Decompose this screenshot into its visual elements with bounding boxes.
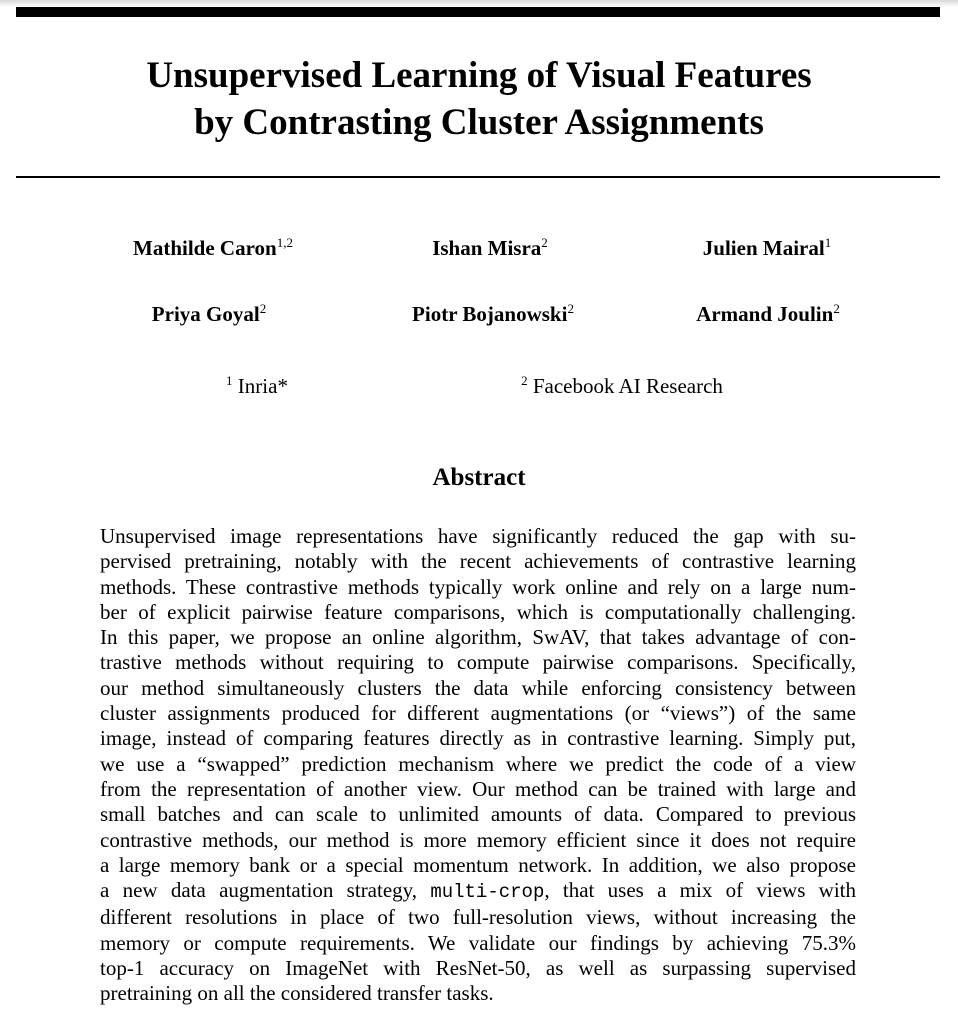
abstract-line: we use a “swapped” prediction mechanism where we predict the code of a view (100, 751, 856, 776)
abstract-line-tail: , that uses a mix of views with (544, 878, 856, 903)
abstract-line: a large memory bank or a special momentum network. In addition, we also propose (100, 852, 856, 877)
author-affil-mark: 1,2 (276, 235, 293, 250)
affiliation-1 (226, 374, 288, 399)
title-bottom-rule (16, 176, 940, 178)
author-name: Ishan Misra (432, 236, 542, 260)
author-3 (703, 236, 831, 261)
abstract-line: top-1 accuracy on ImageNet with ResNet-50, as well as surpassing supervised (100, 956, 856, 981)
author-affil-mark: 2 (833, 301, 840, 316)
abstract-line: In this paper, we propose an online algorithm, SwAV, that takes advantage of con- (100, 625, 856, 650)
abstract-heading: Abstract (432, 464, 526, 491)
affiliation-name: Facebook AI Research (532, 374, 723, 398)
affiliation-number: 1 (226, 373, 233, 388)
author-block (0, 236, 958, 346)
title-line-2: by Contrasting Cluster Assignments (194, 102, 764, 143)
author-2 (432, 236, 548, 261)
abstract-line: small batches and can scale to unlimited amounts of data. Compared to previous (100, 802, 856, 827)
abstract-line: image, instead of comparing features directly as in contrastive learning. Simply put, (100, 726, 856, 751)
author-1 (133, 236, 293, 261)
author-6 (696, 302, 840, 327)
paper-title (0, 52, 958, 146)
abstract-line: different resolutions in place of two full-resolution views, without increasing the (100, 905, 856, 930)
author-affil-mark: 2 (567, 301, 574, 316)
abstract-body (100, 524, 856, 1007)
affiliation-number: 2 (521, 373, 528, 388)
abstract-line: memory or compute requirements. We validate our findings by achieving 75.3% (100, 930, 856, 955)
abstract-line: ber of explicit pairwise feature comparisons, which is computationally challenging. (100, 599, 856, 624)
abstract-line: pretraining on all the considered transfer tasks. (100, 981, 494, 1006)
abstract-line: from the representation of another view. Our method can be trained with large and (100, 776, 856, 801)
abstract-line: pervised pretraining, notably with the recent achievements of contrastive learning (100, 549, 856, 574)
abstract-line: our method simultaneously clusters the data while enforcing consistency between (100, 675, 856, 700)
abstract-line: Unsupervised image representations have significantly reduced the gap with su- (100, 524, 856, 548)
abstract-line-with-code (100, 878, 856, 905)
page-top-edge (0, 0, 958, 7)
author-name: Priya Goyal (151, 302, 260, 326)
abstract-line: methods. These contrastive methods typically work online and rely on a large num- (100, 574, 856, 599)
author-affil-mark: 1 (824, 235, 832, 250)
author-4 (152, 302, 266, 327)
title-line-1: Unsupervised Learning of Visual Features (146, 55, 812, 96)
abstract-line: trastive methods without requiring to compute pairwise comparisons. Specifically, (100, 650, 856, 675)
abstract-line: cluster assignments produced for different augmentations (or “views”) of the same (100, 701, 856, 726)
abstract-line: contrastive methods, our method is more memory efficient since it does not require (100, 827, 856, 852)
affiliation-name: Inria* (237, 374, 288, 398)
author-name: Mathilde Caron (133, 236, 277, 260)
author-name: Julien Mairal (702, 236, 825, 260)
author-affil-mark: 2 (541, 235, 548, 250)
author-5 (412, 302, 574, 327)
title-top-rule (16, 7, 940, 17)
abstract-code-term: multi-crop (430, 881, 545, 904)
author-name: Piotr Bojanowski (412, 302, 568, 326)
author-name: Armand Joulin (696, 302, 834, 326)
author-affil-mark: 2 (259, 301, 267, 316)
affiliation-2 (521, 374, 723, 399)
abstract-line-head: a new data augmentation strategy, (100, 878, 431, 903)
